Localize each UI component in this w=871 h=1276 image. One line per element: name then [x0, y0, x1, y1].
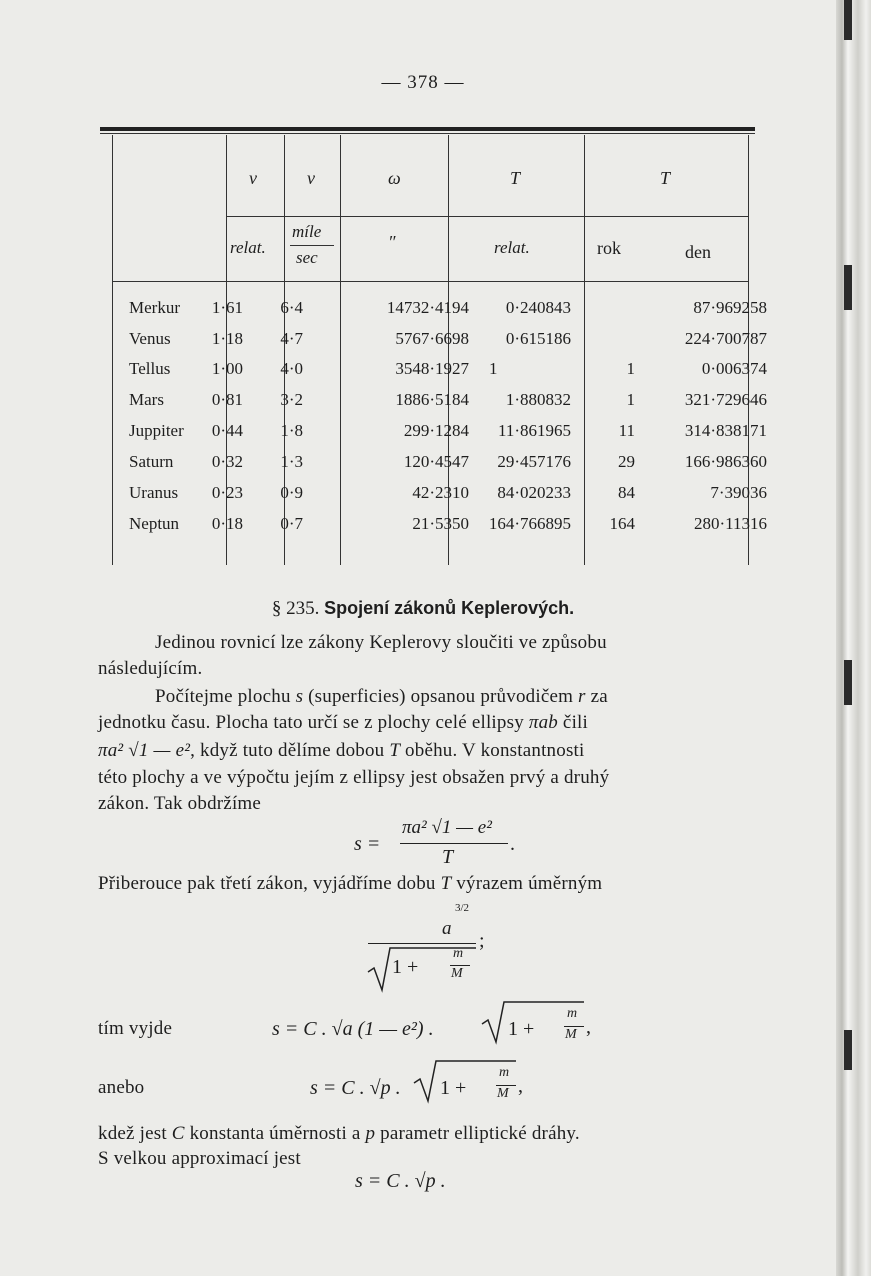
subheader-v-mile-den: sec	[296, 248, 318, 267]
math-symbol: T	[440, 873, 452, 894]
text-span: jednotku času. Plocha tato určí se z plochy celé ellipsy	[98, 712, 529, 733]
subheader-fraction-line	[290, 245, 334, 246]
text-span: (superficies) opsanou průvodičem	[303, 686, 579, 707]
header-v-1: v	[249, 168, 257, 188]
math-symbol: C	[171, 1123, 185, 1144]
cell-T-relat: 29·457176	[497, 452, 571, 471]
header-T-1: T	[510, 168, 521, 188]
cell-T-relat: 0·240843	[505, 298, 571, 317]
paragraph-line: Jedinou rovnicí lze zákony Keplerovy sloučiti ve způsobu	[155, 632, 607, 653]
planet-name: Tellus	[129, 359, 171, 378]
cell-v-relat: 0·23	[211, 483, 243, 502]
cell-T-den: 224·700787	[684, 329, 767, 348]
text-span: Přiberouce pak třetí zákon, vyjádříme dobu	[98, 873, 441, 894]
planet-name: Saturn	[129, 452, 174, 471]
planet-name: Neptun	[129, 514, 180, 533]
text-span: , když tuto dělíme dobou	[190, 740, 390, 761]
header-T-2: T	[660, 168, 671, 188]
cell-v-mile: 0·7	[280, 514, 303, 533]
cell-T-rok: 84	[618, 483, 635, 502]
text-span: parametr elliptické dráhy.	[375, 1123, 580, 1144]
cell-v-mile: 4·0	[280, 359, 303, 378]
cell-v-relat: 1·61	[211, 298, 243, 317]
eq4-end: ,	[518, 1075, 523, 1097]
paragraph-line: S velkou approximací jest	[98, 1148, 301, 1169]
eq1-numerator: πa² √1 — e²	[402, 817, 492, 838]
table-top-rule	[100, 127, 755, 131]
eq3-m: m	[567, 1006, 578, 1021]
eq3-M: M	[565, 1027, 577, 1042]
cell-T-den: 87·969258	[693, 298, 767, 317]
paragraph-line	[98, 1123, 580, 1145]
subheader-omega-unit: ″	[388, 232, 396, 252]
cell-omega: 120·4547	[403, 452, 469, 471]
table-header-line	[226, 216, 748, 217]
table-col-line	[340, 135, 341, 565]
text-span: čili	[557, 712, 589, 733]
planet-name: Uranus	[129, 483, 179, 502]
subheader-v-relat: relat.	[230, 238, 266, 257]
text-span: konstanta úměrnosti a	[184, 1123, 366, 1144]
eq4-M: M	[497, 1086, 509, 1101]
cell-T-rok: 1	[626, 359, 635, 378]
table-col-line	[112, 135, 113, 565]
edge-mark	[844, 0, 852, 40]
paragraph-line	[98, 712, 588, 734]
tim-vyjde: tím vyjde	[98, 1018, 173, 1039]
cell-T-relat: 164·766895	[488, 514, 571, 533]
eq1-denominator: T	[442, 846, 454, 868]
text-span: za	[585, 686, 608, 707]
eq2-m: m	[453, 946, 464, 961]
eq3-a: s = C . √a (1 — e²) .	[272, 1018, 434, 1040]
header-omega: ω	[388, 168, 401, 188]
header-v-2: v	[307, 168, 315, 188]
paragraph-line	[155, 686, 608, 708]
section-heading	[0, 598, 846, 620]
eq4-b: 1 +	[440, 1077, 467, 1099]
cell-T-den: 280·11316	[693, 514, 767, 533]
cell-T-relat: 1·880832	[505, 390, 571, 409]
cell-T-relat: 0·615186	[505, 329, 571, 348]
text-span: výrazem úměrným	[451, 873, 603, 894]
page-number: — 378 —	[381, 72, 465, 93]
cell-v-relat: 1·18	[211, 329, 243, 348]
cell-T-rok: 11	[618, 421, 635, 440]
text-span: oběhu. V konstantnosti	[400, 740, 585, 761]
eq1-fraction-line	[400, 843, 508, 844]
planet-name: Venus	[129, 329, 171, 348]
math-symbol: p	[365, 1123, 376, 1144]
eq3-b: 1 +	[508, 1018, 535, 1040]
cell-v-mile: 1·3	[280, 452, 303, 471]
cell-v-relat: 0·18	[211, 514, 243, 533]
cell-omega: 1886·5184	[395, 390, 469, 409]
cell-v-mile: 0·9	[280, 483, 303, 502]
eq4-a: s = C . √p .	[310, 1077, 401, 1099]
cell-T-rok: 1	[626, 390, 635, 409]
anebo: anebo	[98, 1077, 145, 1098]
cell-omega: 14732·4194	[386, 298, 469, 317]
cell-v-relat: 0·81	[211, 390, 243, 409]
cell-omega: 5767·6698	[395, 329, 469, 348]
edge-mark	[844, 660, 852, 705]
eq2-exponent: 3/2	[455, 902, 470, 914]
edge-mark	[844, 1030, 852, 1070]
cell-v-relat: 1·00	[211, 359, 243, 378]
cell-T-den: 166·986360	[684, 452, 767, 471]
cell-T-relat: 1	[489, 359, 498, 378]
cell-omega: 299·1284	[403, 421, 469, 440]
cell-T-relat: 11·861965	[497, 421, 571, 440]
math-symbol: T	[389, 740, 401, 761]
equation-5: s = C . √p .	[355, 1170, 446, 1192]
cell-T-rok: 164	[609, 514, 635, 533]
table-top-rule-thin	[100, 133, 755, 134]
planet-name: Mars	[129, 390, 164, 409]
edge-mark	[844, 265, 852, 310]
planet-name: Merkur	[129, 298, 180, 317]
paragraph-line: následujícím.	[98, 658, 203, 679]
cell-T-den: 7·39036	[710, 483, 767, 502]
eq4-m: m	[499, 1065, 510, 1080]
table-col-line	[584, 135, 585, 565]
cell-T-den: 0·006374	[701, 359, 767, 378]
eq3-end: ,	[586, 1016, 591, 1038]
paragraph-line	[98, 873, 602, 895]
cell-v-relat: 0·44	[211, 421, 243, 440]
page-edge	[836, 0, 871, 1276]
cell-v-mile: 6·4	[280, 298, 303, 317]
cell-v-mile: 4·7	[280, 329, 303, 348]
math-symbol: s	[295, 686, 304, 707]
paragraph-line: zákon. Tak obdržíme	[98, 793, 262, 814]
text-span: Počítejme plochu	[155, 686, 296, 707]
planet-name: Juppiter	[129, 421, 184, 440]
subheader-v-mile-num: míle	[292, 222, 322, 241]
eq2-end: ;	[479, 930, 485, 952]
paragraph-line: této plochy a ve výpočtu jejím z ellipsy jest obsažen prvý a druhý	[98, 767, 610, 788]
cell-T-relat: 84·020233	[497, 483, 571, 502]
cell-T-den: 314·838171	[684, 421, 767, 440]
cell-omega: 42·2310	[412, 483, 469, 502]
section-title: Spojení zákonů Keplerových.	[324, 598, 575, 618]
math-symbol: πab	[528, 712, 558, 733]
eq2-den-a: 1 +	[392, 956, 419, 978]
section-number: § 235.	[271, 598, 320, 619]
math-symbol: r	[578, 686, 586, 707]
subheader-T-relat: relat.	[494, 238, 530, 257]
cell-v-relat: 0·32	[211, 452, 243, 471]
subheader-T-rok: rok	[597, 238, 621, 258]
eq2-M: M	[451, 966, 463, 981]
eq1-end: .	[510, 833, 515, 855]
eq1-lhs: s =	[354, 833, 381, 855]
cell-v-mile: 3·2	[280, 390, 303, 409]
cell-omega: 21·5350	[412, 514, 469, 533]
subheader-T-den: den	[685, 242, 711, 262]
cell-v-mile: 1·8	[280, 421, 303, 440]
table-header-line	[112, 281, 748, 282]
math-expression: πa² √1 — e²	[98, 740, 191, 761]
paragraph-line	[98, 740, 585, 762]
cell-T-den: 321·729646	[684, 390, 767, 409]
eq2-numerator: a	[442, 918, 452, 939]
cell-T-rok: 29	[618, 452, 635, 471]
cell-omega: 3548·1927	[395, 359, 469, 378]
text-span: kdež jest	[98, 1123, 172, 1144]
